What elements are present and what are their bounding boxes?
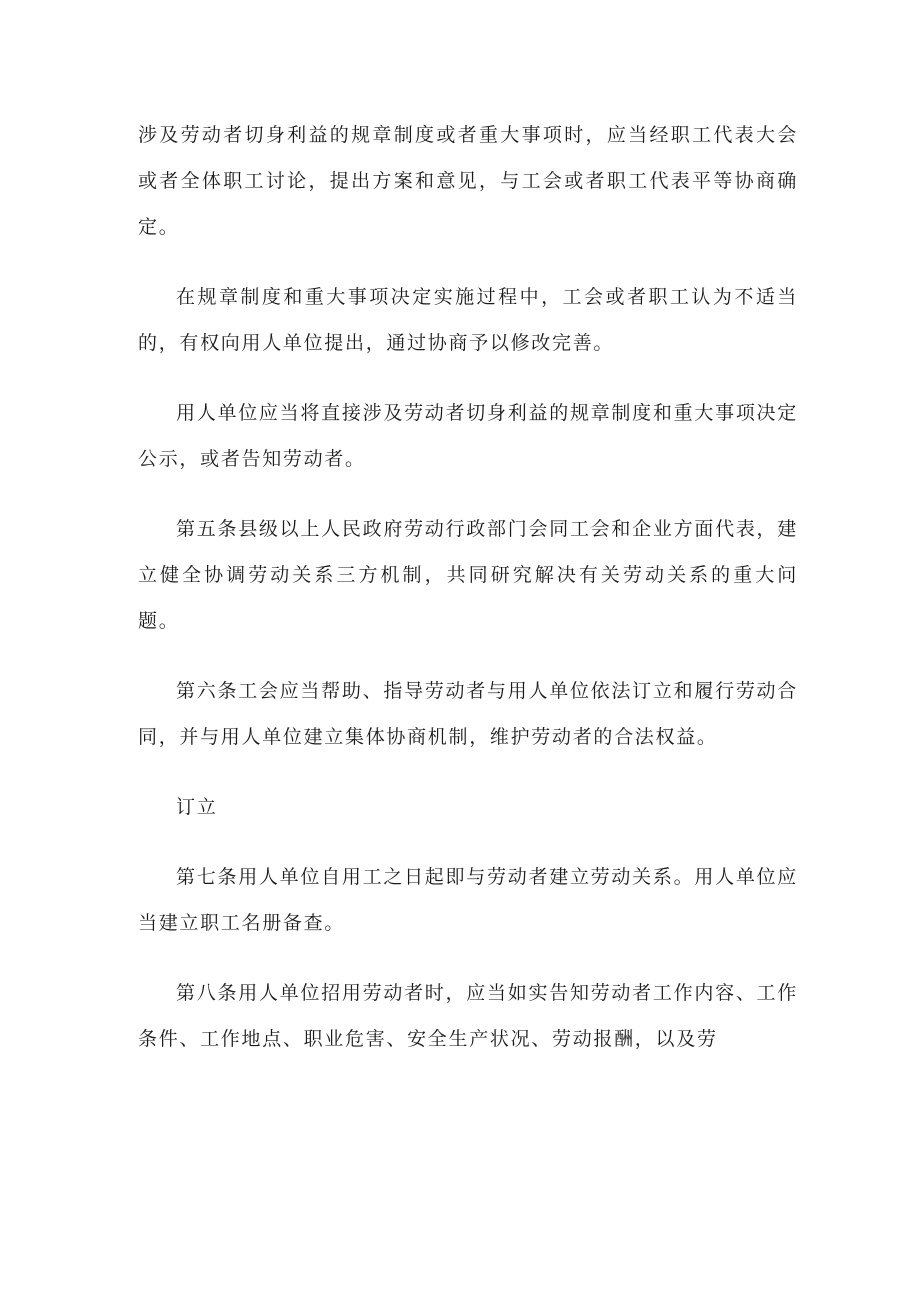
paragraph-1: 涉及劳动者切身利益的规章制度或者重大事项时，应当经职工代表大会或者全体职工讨论，提出方案和意见，与工会或者职工代表平等协商确定。 (138, 124, 798, 238)
paragraph-article-7: 第七条用人单位自用工之日起即与劳动者建立劳动关系。用人单位应当建立职工名册备查。 (138, 866, 798, 934)
paragraph-2: 在规章制度和重大事项决定实施过程中，工会或者职工认为不适当的，有权向用人单位提出，通过协商予以修改完善。 (138, 286, 798, 354)
document-body (138, 112, 798, 1086)
paragraph-article-8: 第八条用人单位招用劳动者时，应当如实告知劳动者工作内容、工作条件、工作地点、职业危害、安全生产状况、劳动报酬，以及劳 (138, 982, 798, 1050)
paragraph-3: 用人单位应当将直接涉及劳动者切身利益的规章制度和重大事项决定公示，或者告知劳动者。 (138, 402, 798, 470)
section-heading-dingli: 订立 (176, 796, 218, 818)
paragraph-article-5: 第五条县级以上人民政府劳动行政部门会同工会和企业方面代表，建立健全协调劳动关系三方机制，共同研究解决有关劳动关系的重大问题。 (138, 518, 798, 632)
paragraph-article-6: 第六条工会应当帮助、指导劳动者与用人单位依法订立和履行劳动合同，并与用人单位建立集体协商机制，维护劳动者的合法权益。 (138, 680, 798, 748)
